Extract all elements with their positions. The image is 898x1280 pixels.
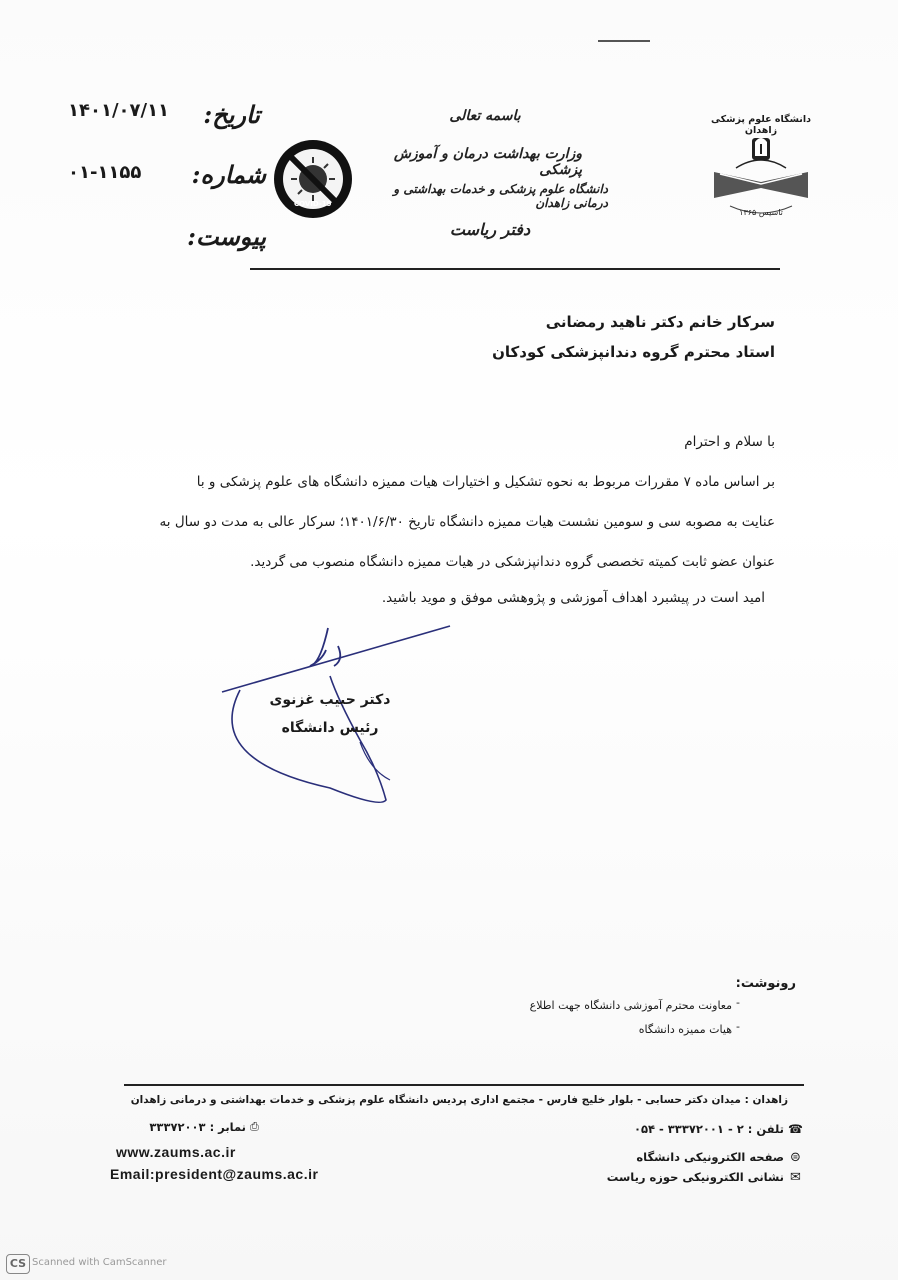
fax-icon: ⎙ [250,1120,259,1133]
number-value: ۰۱-۱۱۵۵ [68,162,142,183]
date-value: ۱۴۰۱/۰۷/۱۱ [68,100,170,121]
cc-bullet-2: - [736,1020,740,1033]
covid-stamp-label: COVID-19 [294,200,332,208]
closing-line: امید است در پیشبرد اهداف آموزشی و پژوهشی موفق و موید باشید. [381,590,765,606]
email-icon: ✉ [790,1170,801,1185]
university-logo [700,108,822,226]
ministry-name: وزارت بهداشت درمان و آموزش پزشکی [393,146,582,178]
footer-fax: نمابر : ۳۳۳۷۲۰۰۳ [149,1120,246,1134]
greeting: با سلام و احترام [684,434,775,450]
cc-item-2: هیات ممیزه دانشگاه [638,1023,732,1036]
university-name: دانشگاه علوم پزشکی و خدمات بهداشتی و درمانی زاهدان [393,182,608,210]
footer-phone: تلفن : ۲ - ۳۳۳۷۲۰۰۱ - ۰۵۴ [633,1122,784,1136]
cc-bullet-1: - [736,996,740,1009]
website-link[interactable]: www.zaums.ac.ir [116,1144,236,1160]
logo-text: دانشگاه علوم پزشکی زاهدان [711,114,811,136]
attachment-label: پیوست: [187,222,266,251]
signer-name: دکتر حبیب غزنوی [269,692,391,708]
office-name: دفتر ریاست [449,220,531,239]
web-icon: ⊜ [790,1150,801,1165]
signer-title: رئیس دانشگاه [281,720,379,736]
footer-address: زاهدان : میدان دکتر حسابی - بلوار خلیج فارس - مجتمع اداری پردیس دانشگاه علوم پزشکی و خدمات بهداشتی و درمانی زاهدان [130,1094,788,1106]
date-label: تاریخ: [203,100,260,129]
top-mark [598,40,650,42]
footer-divider [124,1084,804,1086]
phone-icon: ☎ [788,1122,803,1136]
web-label: صفحه الکترونیکی دانشگاه [636,1150,784,1164]
camscanner-badge: CS [6,1254,30,1274]
basmala: باسمه تعالی [449,108,521,124]
camscanner-text: Scanned with CamScanner [32,1257,167,1268]
cc-label: رونوشت: [735,976,796,991]
paragraph-line-2: عنایت به مصوبه سی و سومین نشست هیات ممیزه دانشگاه تاریخ ۱۴۰۱/۶/۳۰؛ سرکار عالی به مدت دو سال به [159,514,775,530]
covid-stamp [272,138,354,220]
header-divider [250,268,780,270]
recipient-line2: استاد محترم گروه دندانپزشکی کودکان [492,343,775,361]
paragraph-line-3: عنوان عضو ثابت کمیته تخصصی گروه دندانپزشکی در هیات ممیزه دانشگاه منصوب می گردید. [250,554,775,570]
number-label: شماره: [191,160,266,189]
logo-year: تاسیس ۱۳۶۵ [739,208,783,217]
email-label: نشانی الکترونیکی حوزه ریاست [606,1170,784,1184]
paragraph-line-1: بر اساس ماده ۷ مقررات مربوط به نحوه تشکیل و اختیارات هیات ممیزه دانشگاه های علوم پزشکی و با [196,474,775,490]
email-link[interactable]: Email:president@zaums.ac.ir [110,1166,319,1182]
recipient-line1: سرکار خانم دکتر ناهید رمضانی [545,313,775,331]
cc-item-1: معاونت محترم آموزشی دانشگاه جهت اطلاع [529,999,732,1012]
